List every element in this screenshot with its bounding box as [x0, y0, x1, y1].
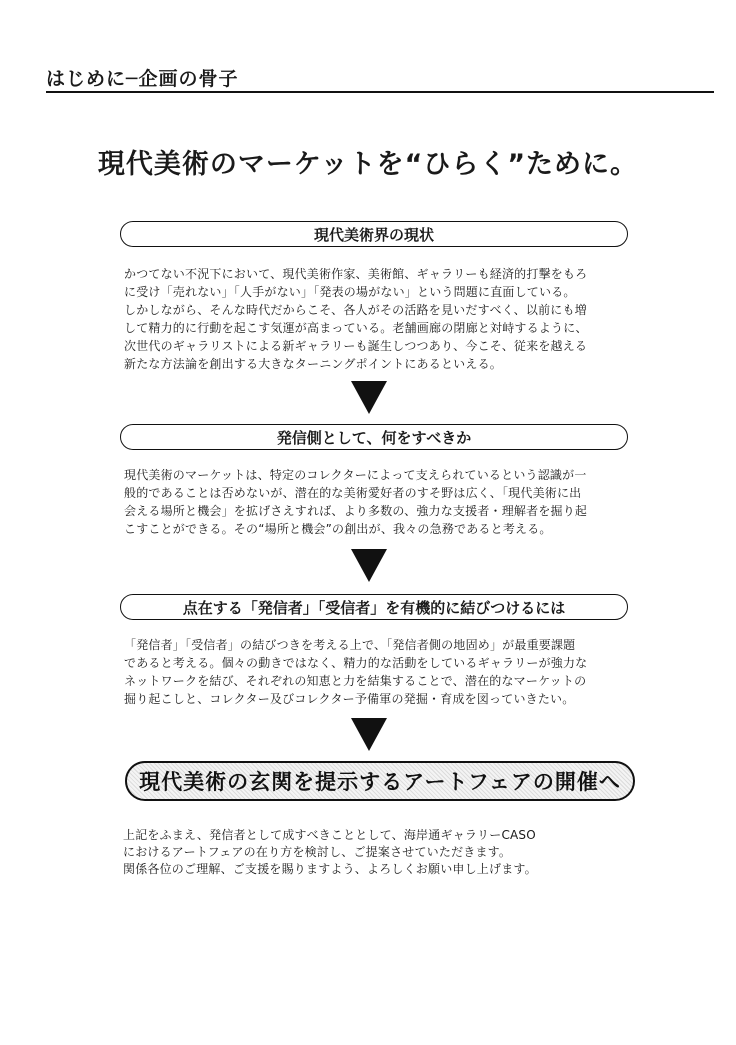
header-title: はじめに─企画の骨子 — [46, 68, 239, 90]
body-line: であると考える。個々の動きではなく、精力的な活動をしているギャラリーが強力な — [124, 656, 588, 670]
down-arrow-icon — [351, 381, 387, 414]
body-line: 掘り起こしと、コレクター及びコレクター予備軍の発掘・育成を図っていきたい。 — [124, 692, 575, 706]
body-line: に受け「売れない」「人手がない」「発表の場がない」という問題に直面している。 — [124, 285, 576, 299]
body-line: かつてない不況下において、現代美術作家、美術館、ギャラリーも経済的打撃をもろ — [124, 267, 588, 281]
body-line: して精力的に行動を起こす気運が高まっている。老舗画廊の閉廊と対峙するように、 — [124, 321, 588, 335]
body-line: 「発信者」「受信者」の結びつきを考える上で、「発信者側の地固め」が最重要課題 — [124, 638, 576, 652]
body-line: 次世代のギャラリストによる新ギャラリーも誕生しつつあり、今こそ、従来を越える — [124, 339, 588, 353]
body-line: 新たな方法論を創出する大きなターニングポイントにあるといえる。 — [124, 357, 502, 371]
body-line: 般的であることは否めないが、潜在的な美術愛好者のすそ野は広く、「現代美術に出 — [124, 486, 582, 500]
header-rule — [46, 91, 714, 93]
down-arrow-icon — [351, 718, 387, 751]
section-heading-current-state: 現代美術界の現状 — [120, 221, 628, 247]
body-line: 会える場所と機会」を拡げさえすれば、より多数の、強力な支援者・理解者を掘り起 — [124, 504, 588, 518]
section-body-connect — [124, 636, 644, 708]
section-body-what-to-do — [124, 466, 644, 538]
closing-line: におけるアートフェアの在り方を検討し、ご提案させていただきます。 — [123, 845, 512, 859]
main-title: 現代美術のマーケットを“ひらく”ために。 — [97, 149, 639, 180]
final-heading: 現代美術の玄関を提示するアートフェアの開催へ — [125, 761, 635, 801]
body-line: 現代美術のマーケットは、特定のコレクターによって支えられているという認識が一 — [124, 468, 587, 482]
body-line: ネットワークを結び、それぞれの知恵と力を結集することで、潜在的なマーケットの — [124, 674, 587, 688]
closing-text — [123, 827, 663, 878]
closing-line: 上記をふまえ、発信者として成すべきこととして、海岸通ギャラリーCASO — [123, 828, 536, 842]
body-line: しかしながら、そんな時代だからこそ、各人がその活路を見いだすべく、以前にも増 — [124, 303, 587, 317]
section-body-current-state — [124, 265, 644, 373]
section-heading-what-to-do: 発信側として、何をすべきか — [120, 424, 628, 450]
body-line: こすことができる。その“場所と機会”の創出が、我々の急務であると考える。 — [124, 522, 552, 536]
closing-line: 関係各位のご理解、ご支援を賜りますよう、よろしくお願い申し上げます。 — [123, 862, 537, 876]
section-heading-connect: 点在する「発信者」「受信者」を有機的に結びつけるには — [120, 594, 628, 620]
down-arrow-icon — [351, 549, 387, 582]
